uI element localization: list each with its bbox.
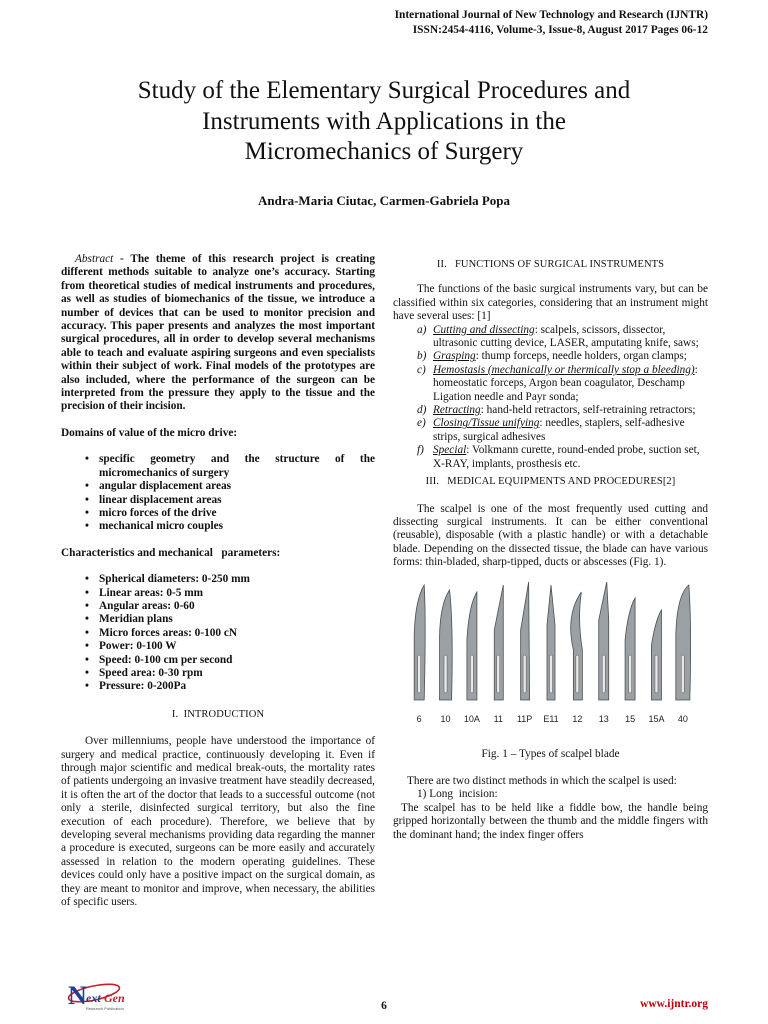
equipments-text: The scalpel is one of the most frequently used cutting and dissecting surgical instruments. It can be either conventional (reusable), disposable (with a plastic handle) or with a detachable blade. Depending on the dissected tissue, the blade can have various forms: thin-bladed, sharp-tipped, ducts or abscesses (Fig. 1). bbox=[393, 502, 708, 569]
abstract-dash: - bbox=[113, 253, 131, 265]
list-item: • Meridian plans bbox=[61, 613, 375, 626]
list-item: • Micro forces areas: 0-100 cN bbox=[61, 627, 375, 640]
methods-item-1: 1) Long incision: bbox=[417, 788, 498, 801]
list-item: f) Special: Volkmann curette, round-ended probe, suction set, X-RAY, implants, prosthesis etc. bbox=[417, 444, 700, 470]
title-line: Instruments with Applications in the bbox=[202, 107, 566, 135]
list-item: • Pressure: 0-200Pa bbox=[61, 680, 375, 693]
list-item: • Angular areas: 0-60 bbox=[61, 600, 375, 613]
svg-text:N: N bbox=[68, 981, 87, 1010]
authors: Andra-Maria Ciutac, Carmen-Gabriela Popa bbox=[257, 193, 511, 208]
list-item: e) Closing/Tissue unifying: needles, staplers, self-adhesive strips, surgical adhesives bbox=[417, 417, 685, 443]
functions-intro: The functions of the basic surgical instruments vary, but can be classified within six categories, considering that an instrument might have several uses: [1] bbox=[393, 283, 708, 323]
blade-label: 11 bbox=[493, 713, 503, 724]
list-item: • Speed: 0-100 cm per second bbox=[61, 654, 375, 667]
list-item: • micro forces of the drive bbox=[61, 507, 375, 520]
scalpel-blade bbox=[648, 610, 664, 724]
scalpel-blade bbox=[463, 592, 479, 724]
svg-text:ext: ext bbox=[86, 991, 101, 1005]
blade-label: 40 bbox=[677, 713, 688, 724]
journal-name: International Journal of New Technology and Research (IJNTR) bbox=[394, 9, 708, 21]
journal-website-link[interactable]: www.ijntr.org bbox=[640, 998, 708, 1010]
scalpel-blade bbox=[598, 582, 608, 724]
abstract-text: The theme of this research project is creating different methods suitable to analyze one’s accuracy. Starting from theoretical studies of medical instruments and procedures, as well as studies of biomechanics of the tissue, we introduce a number of devices that can be used to monitor precision and accuracy. This paper presents and analyzes the most important surgical procedures, all in order to develop several mechanisms able to teach and evaluate aspiring surgeons and even specialists within their subject of work. Final models of the prototypes are also included, where the performance of the surgeon can be interpreted from the pressure they apply to the tissue and the precision of their incision. bbox=[61, 253, 375, 413]
scalpel-blade bbox=[543, 585, 558, 724]
list-item: • linear displacement areas bbox=[61, 494, 375, 507]
abstract bbox=[61, 253, 375, 414]
paper-title bbox=[60, 76, 708, 168]
left-column bbox=[61, 253, 375, 909]
scalpel-blades-image bbox=[406, 580, 696, 730]
characteristics-list bbox=[61, 573, 375, 694]
blade-label: 12 bbox=[571, 713, 582, 724]
figure-scalpel-blades bbox=[393, 580, 708, 730]
section-heading-introduction: I. INTRODUCTION bbox=[171, 708, 265, 720]
scalpel-blade bbox=[675, 585, 690, 724]
list-item: c) Hemostasis (mechanically or thermically stop a bleeding): homeostatic forceps, Argon bean coagulator, Deschamp Ligation needle and Payr sonda; bbox=[417, 363, 698, 403]
section-heading-equipments: III. MEDICAL EQUIPMENTS AND PROCEDURES[2] bbox=[425, 476, 676, 488]
journal-issn: ISSN:2454-4116, Volume-3, Issue-8, August 2017 Pages 06-12 bbox=[412, 23, 708, 36]
functions-list bbox=[393, 324, 708, 471]
introduction-text: Over millenniums, people have understood the importance of surgery and medical practice, continuously developing it. Even if through major scientific and medical break-outs, the mortality rates of patients undergoing an invasive treatment have steadily decreased, it is often the art of the doctor that leads to a successful outcome (not only a sterile, disinfected surgical territory, but also the fine execution of each procedure). Therefore, we believe that by developing several mechanisms providing data regarding the manner a procedure is executed, surgeons can be more easily and accurately assessed in relation to the modern operating guidelines. These devices could only have a positive impact on the surgical domain, as they are meant to monitor and improve, when necessary, the abilities of specific users. bbox=[61, 735, 375, 909]
blade-label: 15A bbox=[647, 713, 664, 724]
scalpel-blade bbox=[625, 598, 635, 724]
title-line: Micromechanics of Surgery bbox=[244, 138, 524, 165]
blade-label: 13 bbox=[598, 713, 609, 724]
list-item: • Speed area: 0-30 rpm bbox=[61, 667, 375, 680]
list-item: • mechanical micro couples bbox=[61, 520, 375, 533]
list-item: • Linear areas: 0-5 mm bbox=[61, 587, 375, 600]
methods-text: The scalpel has to be held like a fiddle bow, the handle being gripped horizontally between the thumb and the middle fingers with the dominant hand; the index finger offers bbox=[393, 801, 708, 841]
characteristics-heading: Characteristics and mechanical parameters: bbox=[61, 546, 281, 559]
blade-label: 10 bbox=[440, 713, 451, 724]
scalpel-blade bbox=[570, 592, 582, 724]
blade-label: 6 bbox=[416, 713, 422, 724]
section-heading-functions: II. FUNCTIONS OF SURGICAL INSTRUMENTS bbox=[436, 259, 665, 270]
domains-heading: Domains of value of the micro drive: bbox=[61, 426, 238, 439]
svg-text:Gen: Gen bbox=[104, 991, 125, 1005]
domains-list bbox=[61, 453, 375, 533]
page-number: 6 bbox=[381, 1000, 387, 1012]
scalpel-blade bbox=[516, 582, 531, 724]
list-item: • angular displacement areas bbox=[61, 480, 375, 493]
scalpel-blade bbox=[439, 590, 452, 724]
journal-header bbox=[395, 8, 708, 37]
blade-label: E11 bbox=[542, 713, 559, 724]
scalpel-blade bbox=[414, 585, 425, 724]
list-item: d) Retracting: hand-held retractors, self-retraining retractors; bbox=[417, 404, 696, 417]
methods-intro: There are two distinct methods in which the scalpel is used: bbox=[407, 774, 677, 787]
list-item: • specific geometry and the structure of the micromechanics of surgery bbox=[61, 453, 375, 480]
list-item: • Spherical diameters: 0-250 mm bbox=[61, 573, 375, 586]
title-line: Study of the Elementary Surgical Procedures and bbox=[137, 77, 631, 104]
scalpel-blade bbox=[493, 585, 503, 724]
figure-caption: Fig. 1 – Types of scalpel blade bbox=[481, 747, 620, 760]
list-item: a) Cutting and dissecting: scalpels, scissors, dissector, ultrasonic cutting device, LASER, amputating knife, saws; bbox=[417, 323, 699, 350]
blade-label: 10A bbox=[463, 713, 480, 724]
blade-label: 11P bbox=[516, 713, 532, 724]
abstract-label: Abstract bbox=[75, 253, 114, 265]
list-item: • Power: 0-100 W bbox=[61, 640, 375, 653]
list-item: b) Grasping: thump forceps, needle holders, organ clamps; bbox=[417, 350, 687, 363]
right-column bbox=[393, 253, 708, 842]
blade-label: 15 bbox=[624, 713, 635, 724]
svg-text:Research Publication: Research Publication bbox=[86, 1006, 124, 1011]
